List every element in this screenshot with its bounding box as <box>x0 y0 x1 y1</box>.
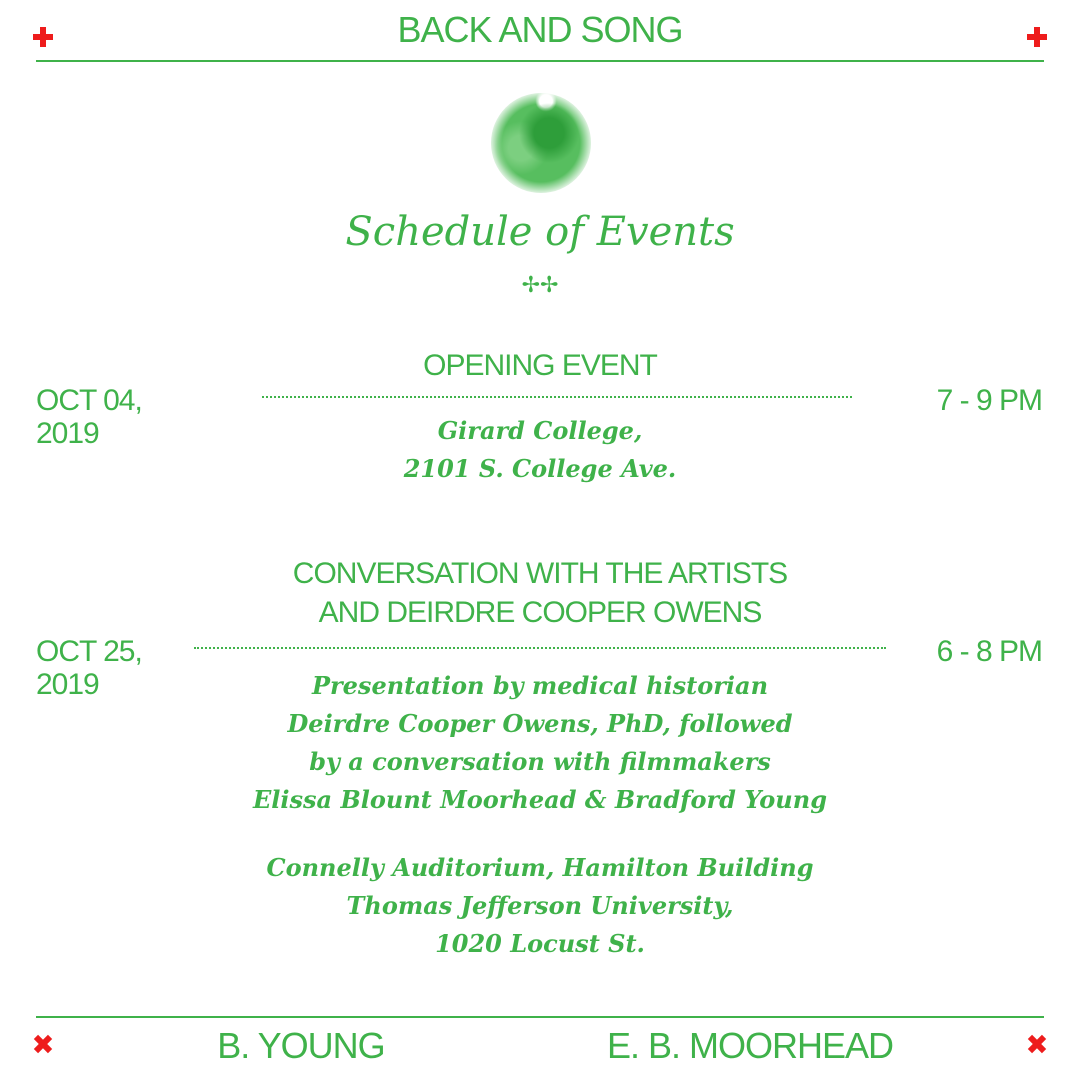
fleuron-ornament-icon: ✢✢ <box>521 272 559 297</box>
event-1-date-line: 2019 <box>36 417 99 450</box>
event-1-location-line: 2101 S. College Ave. <box>403 454 677 483</box>
event-1-name-line: OPENING EVENT <box>423 349 657 382</box>
event-1-dotted-divider <box>262 396 852 398</box>
event-1-date-line: OCT 04, <box>36 384 142 417</box>
event-2-description <box>140 667 940 819</box>
red-x-icon-bottom-left <box>29 1030 57 1058</box>
footer-name-left: B. YOUNG <box>217 1025 385 1066</box>
event-2-description-line: Deirdre Cooper Owens, PhD, followed <box>287 709 793 738</box>
event-2-location-line: Thomas Jefferson University, <box>346 891 734 920</box>
red-x-icon-bottom-right <box>1023 1030 1051 1058</box>
event-2-location <box>140 849 940 963</box>
event-2-date-line: OCT 25, <box>36 635 142 668</box>
header-title: BACK AND SONG <box>397 9 683 50</box>
event-2-dotted-divider <box>194 647 886 649</box>
event-1-location-line: Girard College, <box>437 416 643 445</box>
footer-name-right: E. B. MOORHEAD <box>606 1025 894 1066</box>
event-2-time: 6 - 8 PM <box>936 635 1042 668</box>
event-2-name <box>0 554 1080 632</box>
footer-divider <box>36 1016 1044 1018</box>
event-1-name <box>0 346 1080 385</box>
event-2-location-line: Connelly Auditorium, Hamilton Building <box>266 853 814 882</box>
event-2-name-line: CONVERSATION WITH THE ARTISTS <box>292 557 788 590</box>
vignette-image <box>491 93 591 193</box>
event-2-location-line: 1020 Locust St. <box>435 929 645 958</box>
header-divider <box>36 60 1044 62</box>
event-2-description-line: by a conversation with filmmakers <box>309 747 771 776</box>
event-1-time: 7 - 9 PM <box>936 384 1042 417</box>
event-1-location <box>140 412 940 488</box>
event-2-description-line: Elissa Blount Moorhead & Bradford Young <box>253 785 827 814</box>
schedule-title: Schedule of Events <box>345 209 735 255</box>
event-2-description-line: Presentation by medical historian <box>311 671 769 700</box>
event-2-name-line: AND DEIRDRE COOPER OWENS <box>318 596 762 629</box>
event-2-date-line: 2019 <box>36 668 99 701</box>
